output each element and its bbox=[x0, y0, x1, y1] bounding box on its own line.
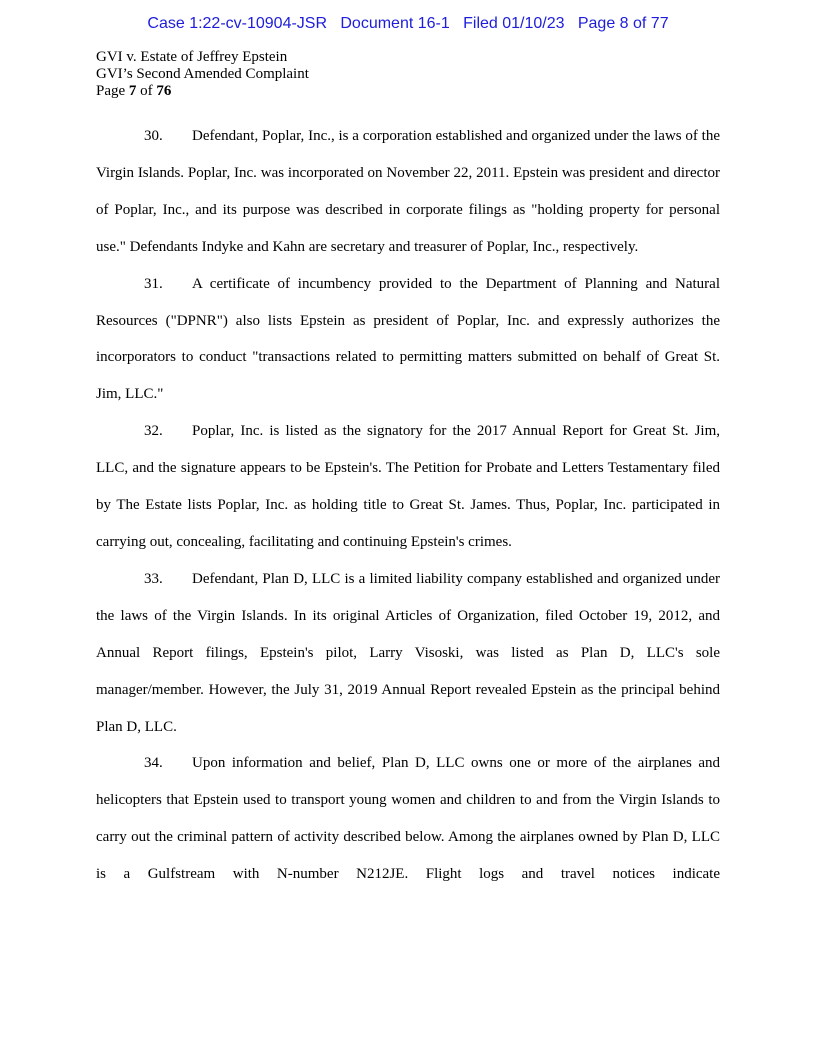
ecf-page-count: Page 8 of 77 bbox=[577, 15, 669, 32]
ecf-document-number: Document 16-1 bbox=[340, 15, 450, 32]
paragraph-32 bbox=[96, 413, 720, 561]
running-head-case-title: GVI v. Estate of Jeffrey Epstein bbox=[96, 49, 288, 65]
running-head-page-number bbox=[96, 83, 309, 100]
paragraph-number: 30. bbox=[144, 128, 163, 144]
page-of-label: of bbox=[136, 83, 157, 99]
ecf-filing-header bbox=[0, 14, 816, 34]
ecf-filed-date: Filed 01/10/23 bbox=[463, 15, 565, 32]
complaint-body bbox=[96, 118, 720, 893]
paragraph-number: 32. bbox=[144, 423, 163, 440]
page-label: Page bbox=[96, 83, 129, 99]
page-current: 7 bbox=[128, 83, 137, 99]
paragraph-number: 31. bbox=[144, 275, 163, 292]
paragraph-33 bbox=[96, 561, 720, 746]
paragraph-text: Defendant, Poplar, Inc., is a corporation established and organized under the laws of the Virgin Islands. Poplar, Inc. was incorporated on November 22, 2011. Epstein was president and director of Poplar, Inc., and its purpose was described in corporate filings as "holding property for personal use." Defendants Indyke and Kahn are secretary and treasurer of Poplar, Inc., respectively. bbox=[96, 128, 720, 255]
paragraph-text: A certificate of incumbency provided to the Department of Planning and Natural Resources ("DPNR") also lists Epstein as president of Poplar, Inc. and expressly authorizes the incorporators to conduct "transactions related to permitting matters submitted on behalf of Great St. Jim, LLC." bbox=[96, 275, 720, 403]
paragraph-text: Poplar, Inc. is listed as the signatory for the 2017 Annual Report for Great St. Jim, LLC, and the signature appears to be Epstein's. The Petition for Probate and Letters Testamentary filed by The Estate lists Poplar, Inc. as holding title to Great St. James. Thus, Poplar, Inc. participated in carrying out, concealing, facilitating and continuing Epstein's crimes. bbox=[96, 423, 720, 550]
paragraph-text: Defendant, Plan D, LLC is a limited liability company established and organized under the laws of the Virgin Islands. In its original Articles of Organization, filed October 19, 2012, and Annual Report filings, Epstein's pilot, Larry Visoski, was listed as Plan D, LLC's sole manager/member. However, the July 31, 2019 Annual Report revealed Epstein as the principal behind Plan D, LLC. bbox=[96, 570, 720, 735]
running-head bbox=[96, 49, 309, 100]
paragraph-text: Upon information and belief, Plan D, LLC owns one or more of the airplanes and helicopters that Epstein used to transport young women and children to and from the Virgin Islands to carry out the criminal pattern of activity described below. Among the airplanes owned by Plan D, LLC is a Gulfstream with N-number N212JE. Flight logs and travel notices indicate bbox=[96, 755, 720, 883]
page-total: 76 bbox=[156, 83, 172, 99]
paragraph-number: 33. bbox=[144, 570, 163, 587]
paragraph-30 bbox=[96, 118, 720, 266]
paragraph-number: 34. bbox=[144, 755, 163, 772]
running-head-document-title: GVI’s Second Amended Complaint bbox=[96, 66, 309, 82]
ecf-case-number: Case 1:22-cv-10904-JSR bbox=[147, 15, 328, 32]
paragraph-34 bbox=[96, 745, 720, 893]
paragraph-31 bbox=[96, 266, 720, 414]
